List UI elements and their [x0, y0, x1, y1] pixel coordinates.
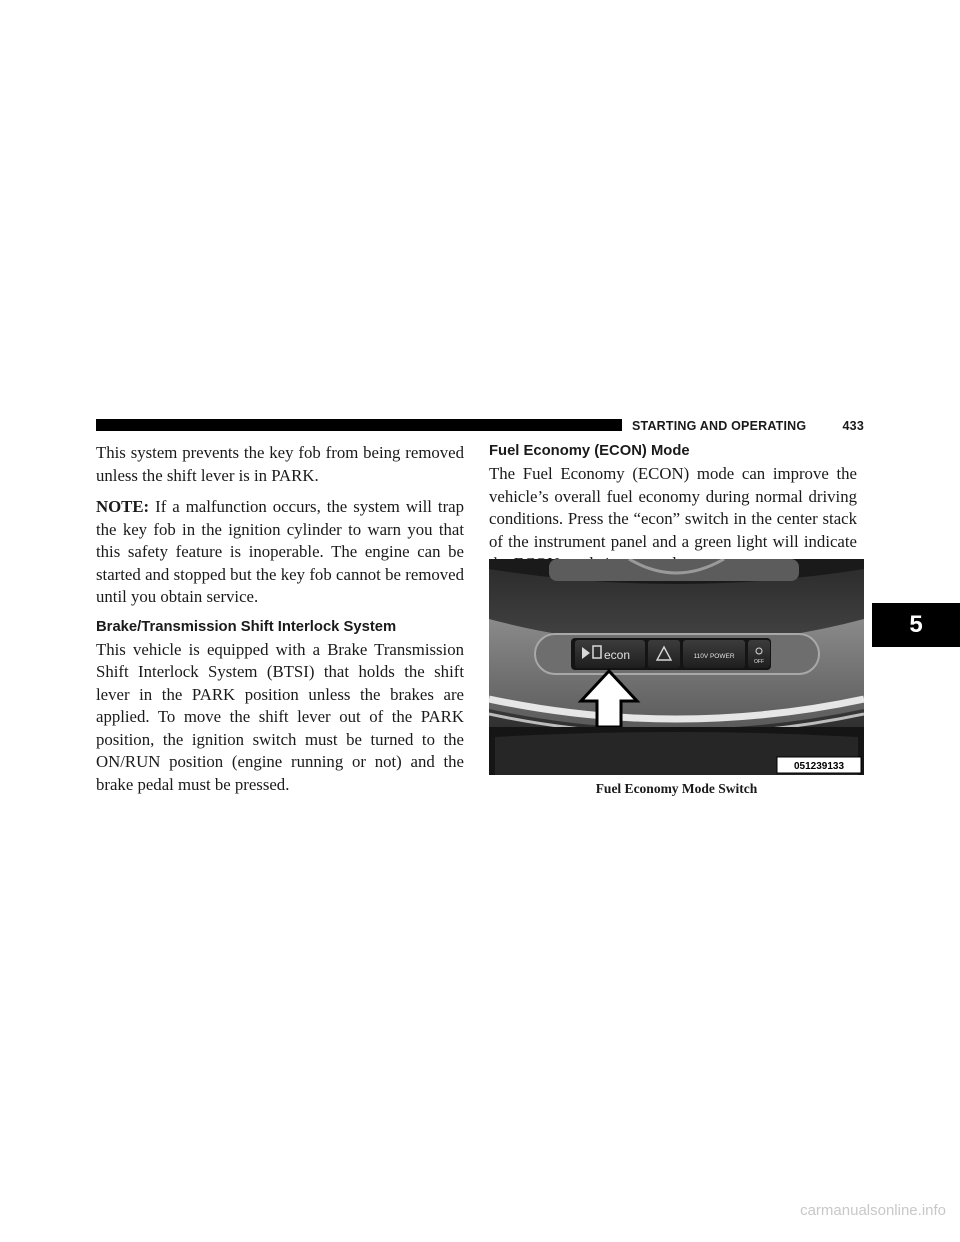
econ-heading: Fuel Economy (ECON) Mode — [489, 443, 690, 459]
note-label: NOTE: — [96, 497, 150, 516]
right-paragraph-1: The Fuel Economy (ECON) mode can improve the vehicle’s overall fuel economy during normal driving conditions. Press the “econ” switch in the center stack of the instrument panel and a green light will indicate — [489, 464, 857, 551]
chapter-tab: 5 — [872, 603, 960, 647]
off-label: OFF — [754, 659, 764, 665]
running-header — [632, 418, 864, 434]
page-number: 433 — [842, 419, 864, 433]
hazard-switch — [648, 640, 680, 668]
section-title: STARTING AND OPERATING — [632, 419, 807, 433]
left-paragraph-2: This vehicle is equipped with a Brake Transmission Shift Interlock System (BTSI) that holds the shift lever in the PARK position unless the brakes are applied. To move the shift lever out of the PARK position, the ignition switch must be turned to the ON/RUN position (engine running or not) and the brake pedal must be pressed. — [96, 639, 464, 794]
btsi-heading: Brake/Transmission Shift Interlock System — [96, 618, 397, 635]
figure-caption: Fuel Economy Mode Switch — [595, 781, 758, 796]
econ-switch-photo — [489, 559, 864, 775]
dashboard-illustration — [489, 559, 864, 775]
note-paragraph — [96, 496, 464, 609]
header-rule — [96, 419, 622, 431]
econ-label: econ — [604, 648, 631, 662]
power-label: 110V POWER — [693, 653, 735, 660]
note-text: If a malfunction occurs, the system will trap the key fob in the ignition cylinder to warn you that this safety feature is inoperable. The engine can be started and stopped but the key fob cannot be removed until you obtain service. — [96, 497, 464, 606]
left-column — [96, 442, 464, 805]
image-code: 051239133 — [793, 761, 845, 772]
watermark: carmanualsonline.info — [800, 1202, 946, 1219]
left-paragraph-1: This system prevents the key fob from being removed unless the shift lever is in PARK. — [96, 443, 464, 485]
